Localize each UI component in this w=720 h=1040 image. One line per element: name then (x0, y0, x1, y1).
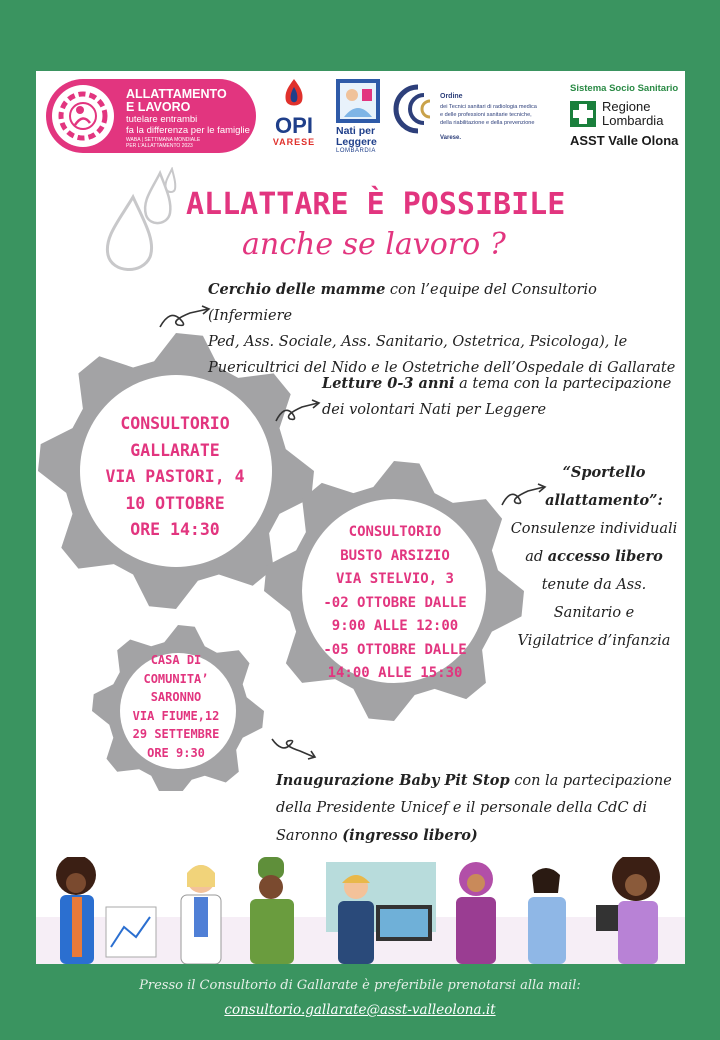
swirl-arrow-icon (270, 735, 320, 763)
gear-gallarate-text (80, 411, 270, 544)
ordine-title: Ordine (440, 93, 463, 100)
gallarate-line: CONSULTORIO (120, 414, 230, 433)
gear-saronno-text (116, 651, 236, 762)
sportello-text: ad (525, 549, 548, 565)
busto-line: -05 OTTOBRE DALLE (323, 641, 467, 658)
saronno-line: 29 SETTEMBRE (132, 727, 220, 741)
cerchio-mamme-block (208, 277, 684, 381)
regione-system-label: Sistema Socio Sanitario (570, 83, 679, 94)
sportello-text: Sanitario e (553, 605, 635, 621)
inaugurazione-text: della Presidente Unicef e il personale della CdC di (276, 800, 648, 816)
asst-name: ASST Valle Olona (570, 133, 679, 148)
subheadline: anche se lavoro ? (242, 227, 506, 262)
inaugurazione-text: con la partecipazione (509, 773, 672, 789)
saronno-line: SARONNO (150, 690, 202, 704)
cerchio-text: Ped, Ass. Sociale, Ass. Sanitario, Ostetrica, Psicologa), le (208, 334, 628, 350)
npl-region: LOMBARDIA (336, 148, 376, 154)
opi-varese-logo (264, 77, 324, 147)
footer-note: Presso il Consultorio di Gallarate è preferibile prenotarsi alla mail: (139, 978, 581, 993)
inaugurazione-block (276, 767, 676, 850)
allattamento-lavoro-badge (46, 79, 256, 153)
poster-card (36, 71, 685, 964)
working-women-illustration (36, 857, 685, 964)
gallarate-line: ORE 14:30 (130, 520, 220, 539)
saronno-line: COMUNITA’ (143, 671, 209, 686)
gallarate-line: GALLARATE (130, 440, 220, 460)
ordine-description: dei Tecnici sanitari di radiologia medica e delle professioni sanitarie tecniche, della riabilitazione e della prevenzione (440, 104, 537, 126)
cerchio-text: con l’equipe del Consultorio (Infermiere (208, 282, 597, 324)
busto-line: -02 OTTOBRE DALLE (323, 594, 467, 611)
swirl-arrow-icon (274, 399, 324, 425)
badge-subtitle: tutelare entrambi fa la differenza per le famiglie (126, 114, 250, 136)
book-icon (336, 79, 380, 123)
badge-week-label: WABA | SETTIMANA MONDIALE PER L'ALLATTAMENTO 2023 (126, 137, 201, 149)
gallarate-line: VIA PASTORI, 4 (105, 467, 245, 486)
inaugurazione-title: Inaugurazione Baby Pit Stop (276, 772, 510, 789)
ordine-arcs-icon (388, 79, 438, 139)
cerchio-title: Cerchio delle mamme (208, 281, 386, 298)
saronno-line: VIA FIUME,12 (132, 708, 220, 723)
busto-line: VIA STELVIO, 3 (335, 571, 454, 587)
woman-hijab-icon (456, 862, 496, 964)
badge-title: ALLATTAMENTO E LAVORO (126, 87, 227, 114)
woman-figure-icon (56, 857, 156, 964)
cerchio-text: Puericultrici del Nido e le Ostetriche dell’Ospedale di Gallarate (208, 360, 676, 376)
opi-text: OPI (275, 113, 313, 138)
regione-cross-icon (570, 101, 596, 127)
saronno-line: ORE 9:30 (147, 745, 205, 760)
inaugurazione-text: Saronno (276, 828, 343, 844)
busto-line: BUSTO ARSIZIO (340, 547, 450, 564)
saronno-line: CASA DI (150, 653, 202, 667)
sportello-block (504, 459, 684, 655)
sportello-text: Vigilatrice d’infanzia (517, 633, 671, 649)
opi-flame-icon (274, 77, 314, 111)
opi-subtext: VARESE (272, 137, 316, 147)
letture-title: Letture 0-3 anni (322, 375, 455, 392)
waba-logo-icon (52, 85, 114, 147)
sportello-text: tenute da Ass. (541, 577, 647, 593)
headline: ALLATTARE È POSSIBILE (186, 187, 566, 222)
gallarate-line: 10 OTTOBRE (125, 493, 225, 513)
gear-busto-text (300, 521, 490, 686)
doctor-figure-icon (181, 865, 221, 964)
inaugurazione-highlight: (ingresso libero) (342, 827, 478, 844)
milk-drops-icon (98, 167, 188, 279)
sportello-title: “Sportello (562, 464, 646, 481)
sportello-text: Consulenze individuali (510, 521, 678, 537)
letture-block (322, 371, 682, 423)
nurse-figure-icon (528, 868, 566, 964)
regione-name: Regione Lombardia (602, 99, 664, 128)
sportello-title: allattamento”: (545, 492, 663, 509)
busto-line: CONSULTORIO (348, 524, 442, 540)
footer-email-link[interactable]: consultorio.gallarate@asst-valleolona.it (224, 1002, 496, 1018)
busto-line: 14:00 ALLE 15:30 (327, 665, 463, 681)
busto-line: 9:00 ALLE 12:00 (331, 618, 459, 634)
letture-text: a tema con la partecipazione (454, 376, 672, 392)
chef-figure-icon (250, 857, 294, 964)
nati-per-leggere-logo (336, 79, 382, 154)
letture-text: dei volontari Nati per Leggere (322, 402, 547, 418)
sportello-highlight: accesso libero (547, 548, 663, 565)
npl-title: Nati per Leggere (336, 125, 377, 148)
ordine-city: Varese. (440, 135, 462, 141)
